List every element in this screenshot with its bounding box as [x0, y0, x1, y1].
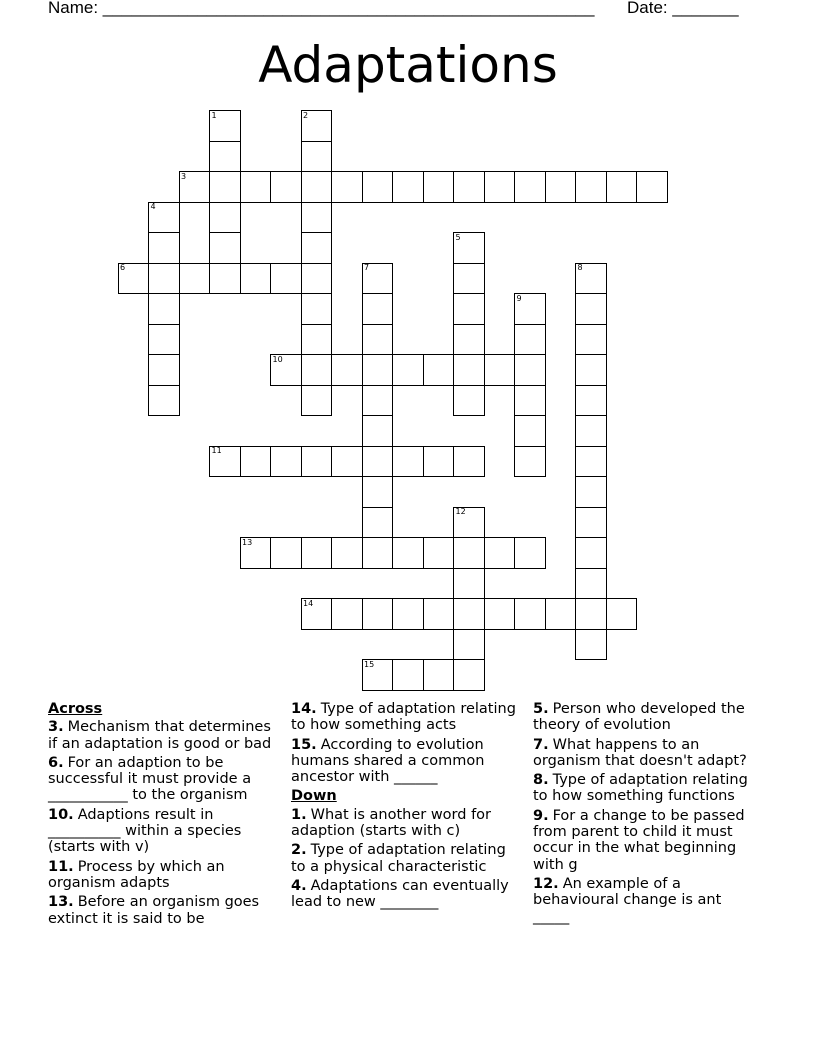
crossword-cell[interactable]	[423, 537, 455, 569]
clue-number: 8	[577, 263, 583, 272]
crossword-cell[interactable]	[301, 263, 333, 295]
clue-across-14: 14. Type of adaptation relating to how something acts	[291, 701, 516, 734]
clue-across-11: 11. Process by which an organism adapts	[48, 858, 225, 891]
clue-number: 11	[211, 446, 222, 455]
crossword-cell[interactable]	[179, 171, 211, 203]
crossword-cell[interactable]	[301, 324, 333, 356]
clue-number: 5	[455, 232, 461, 242]
crossword-cell[interactable]	[301, 110, 333, 142]
crossword-cell[interactable]	[423, 171, 455, 203]
crossword-cell[interactable]	[392, 659, 424, 691]
crossword-cell[interactable]	[575, 324, 607, 356]
crossword-cell[interactable]	[270, 537, 302, 569]
crossword-cell[interactable]	[453, 293, 485, 325]
crossword-cell[interactable]	[118, 263, 150, 295]
clues-column-2	[291, 701, 523, 914]
clue-number: 10	[272, 354, 283, 364]
crossword-cell[interactable]	[423, 446, 455, 478]
crossword-cell[interactable]	[148, 324, 180, 356]
clue-down-12: 12. An example of a behavioural change is ant _____	[533, 875, 722, 925]
crossword-cell[interactable]	[331, 537, 363, 569]
clue-down-8: 8. Type of adaptation relating to how something functions	[533, 772, 748, 805]
crossword-cell[interactable]	[331, 171, 363, 203]
date-field-label: Date: _______	[627, 0, 739, 17]
crossword-cell[interactable]	[545, 598, 577, 630]
crossword-cell[interactable]	[575, 507, 607, 539]
clue-number: 13	[242, 537, 253, 547]
clue-across-10: 10. Adaptions result in __________ within a species (starts with v)	[48, 806, 242, 856]
crossword-cell[interactable]	[453, 537, 485, 569]
crossword-cell[interactable]	[423, 598, 455, 630]
clue-down-4: 4. Adaptations can eventually lead to new ________	[291, 877, 509, 911]
clue-number: 14	[303, 598, 314, 608]
crossword-cell[interactable]	[545, 171, 577, 203]
crossword-cell[interactable]	[301, 446, 333, 478]
crossword-cell[interactable]	[575, 629, 607, 661]
crossword-cell[interactable]	[362, 324, 394, 356]
crossword-cell[interactable]	[392, 537, 424, 569]
crossword-cell[interactable]	[362, 415, 394, 447]
clue-number: 6	[120, 263, 126, 272]
crossword-cell[interactable]	[301, 171, 333, 203]
crossword-cell[interactable]	[606, 171, 638, 203]
crossword-cell[interactable]	[453, 385, 485, 417]
clue-down-2: 2. Type of adaptation relating to a physical characteristic	[291, 842, 506, 875]
crossword-cell[interactable]	[484, 171, 516, 203]
crossword-cell[interactable]	[301, 385, 333, 417]
crossword-cell[interactable]	[270, 171, 302, 203]
crossword-cell[interactable]	[362, 598, 394, 630]
crossword-cell[interactable]	[453, 507, 485, 539]
crossword-cell[interactable]	[453, 598, 485, 630]
crossword-cell[interactable]	[240, 171, 272, 203]
crossword-cell[interactable]	[575, 446, 607, 478]
crossword-cell[interactable]	[148, 354, 180, 386]
crossword-cell[interactable]	[270, 263, 302, 295]
clue-down-9: 9. For a change to be passed from parent to child it must occur in the what beginning with g	[533, 807, 745, 873]
crossword-cell[interactable]	[301, 354, 333, 386]
crossword-cell[interactable]	[362, 659, 394, 691]
crossword-cell[interactable]	[575, 293, 607, 325]
crossword-cell[interactable]	[331, 446, 363, 478]
clues-column-1	[48, 701, 280, 930]
crossword-cell[interactable]	[575, 568, 607, 600]
crossword-cell[interactable]	[514, 324, 546, 356]
crossword-cell[interactable]	[575, 476, 607, 508]
clue-number: 15	[364, 659, 375, 669]
crossword-cell[interactable]	[453, 568, 485, 600]
crossword-cell[interactable]	[392, 171, 424, 203]
crossword-cell[interactable]	[636, 171, 668, 203]
crossword-cell[interactable]	[331, 598, 363, 630]
crossword-cell[interactable]	[453, 446, 485, 478]
clue-number: 2	[303, 110, 309, 120]
crossword-cell[interactable]	[575, 354, 607, 386]
crossword-cell[interactable]	[575, 598, 607, 630]
crossword-cell[interactable]	[514, 446, 546, 478]
crossword-cell[interactable]	[209, 232, 241, 264]
crossword-cell[interactable]	[240, 446, 272, 478]
across-heading: Across	[48, 701, 103, 717]
crossword-cell[interactable]	[301, 293, 333, 325]
crossword-cell[interactable]	[179, 263, 211, 295]
crossword-cell[interactable]	[514, 385, 546, 417]
crossword-cell[interactable]	[209, 141, 241, 173]
crossword-cell[interactable]	[270, 446, 302, 478]
crossword-cell[interactable]	[362, 385, 394, 417]
clue-across-13: 13. Before an organism goes extinct it is said to be	[48, 894, 260, 927]
crossword-cell[interactable]	[453, 171, 485, 203]
crossword-cell[interactable]	[575, 537, 607, 569]
clue-number: 7	[364, 263, 370, 272]
crossword-cell[interactable]	[423, 354, 455, 386]
crossword-cell[interactable]	[606, 598, 638, 630]
clue-number: 9	[516, 293, 522, 303]
clue-number: 12	[455, 507, 466, 516]
crossword-cell[interactable]	[453, 659, 485, 691]
crossword-cell[interactable]	[392, 354, 424, 386]
clue-across-6: 6. For an adaption to be successful it must provide a ___________ to the organism	[48, 754, 252, 804]
crossword-cell[interactable]	[270, 354, 302, 386]
crossword-cell[interactable]	[575, 263, 607, 295]
crossword-cell[interactable]	[148, 385, 180, 417]
crossword-cell[interactable]	[453, 324, 485, 356]
crossword-cell[interactable]	[362, 446, 394, 478]
name-field-label: Name: ____________________________________________________	[48, 0, 595, 17]
clue-number: 1	[211, 110, 217, 120]
crossword-cell[interactable]	[484, 598, 516, 630]
crossword-cell[interactable]	[484, 354, 516, 386]
crossword-cell[interactable]	[453, 232, 485, 264]
crossword-cell[interactable]	[240, 263, 272, 295]
clue-down-1: 1. What is another word for adaption (starts with c)	[291, 806, 492, 840]
crossword-cell[interactable]	[392, 598, 424, 630]
crossword-cell[interactable]	[362, 171, 394, 203]
crossword-cell[interactable]	[575, 171, 607, 203]
crossword-cell[interactable]	[453, 263, 485, 295]
crossword-cell[interactable]	[575, 415, 607, 447]
crossword-cell[interactable]	[209, 110, 241, 142]
clue-number: 4	[150, 202, 156, 211]
crossword-cell[interactable]	[362, 293, 394, 325]
crossword-cell[interactable]	[148, 263, 180, 295]
crossword-cell[interactable]	[392, 446, 424, 478]
down-heading: Down	[291, 788, 337, 805]
crossword-cell[interactable]	[209, 263, 241, 295]
crossword-cell[interactable]	[148, 232, 180, 264]
crossword-cell[interactable]	[148, 202, 180, 234]
crossword-cell[interactable]	[514, 293, 546, 325]
crossword-cell[interactable]	[453, 354, 485, 386]
clue-down-7: 7. What happens to an organism that doesn't adapt?	[533, 736, 747, 769]
crossword-cell[interactable]	[453, 629, 485, 661]
crossword-cell[interactable]	[514, 354, 546, 386]
clue-across-15: 15. According to evolution humans shared a common ancestor with ______	[291, 736, 485, 786]
crossword-cell[interactable]	[240, 537, 272, 569]
crossword-cell[interactable]	[301, 598, 333, 630]
crossword-cell[interactable]	[484, 537, 516, 569]
crossword-cell[interactable]	[514, 171, 546, 203]
crossword-cell[interactable]	[423, 659, 455, 691]
crossword-cell[interactable]	[362, 354, 394, 386]
crossword-cell[interactable]	[362, 476, 394, 508]
crossword-cell[interactable]	[362, 537, 394, 569]
page-title: Adaptations	[258, 36, 558, 94]
crossword-cell[interactable]	[331, 354, 363, 386]
crossword-cell[interactable]	[209, 202, 241, 234]
crossword-cell[interactable]	[301, 202, 333, 234]
crossword-cell[interactable]	[209, 446, 241, 478]
crossword-cell[interactable]	[514, 598, 546, 630]
clues-column-3	[533, 701, 753, 928]
crossword-cell[interactable]	[301, 537, 333, 569]
clue-across-3: 3. Mechanism that determines if an adaptation is good or bad	[48, 719, 272, 752]
crossword-cell[interactable]	[514, 415, 546, 447]
clue-down-5: 5. Person who developed the theory of evolution	[533, 701, 745, 734]
crossword-cell[interactable]	[514, 537, 546, 569]
crossword-cell[interactable]	[209, 171, 241, 203]
crossword-cell[interactable]	[148, 293, 180, 325]
crossword-cell[interactable]	[362, 263, 394, 295]
crossword-cell[interactable]	[301, 141, 333, 173]
clue-number: 3	[181, 171, 187, 181]
crossword-cell[interactable]	[575, 385, 607, 417]
crossword-cell[interactable]	[301, 232, 333, 264]
crossword-cell[interactable]	[362, 507, 394, 539]
